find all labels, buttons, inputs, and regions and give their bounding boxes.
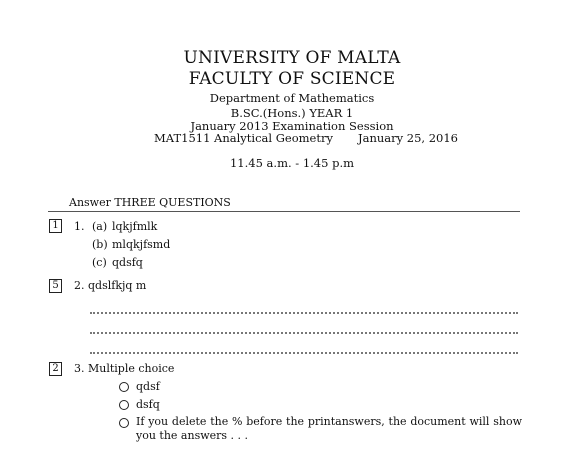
answer-line-1[interactable] [90,300,518,314]
part-label-q1b: (b) [92,238,108,251]
course-title: MAT1511 Analytical Geometry [154,131,333,145]
part-text-q1c: qdsfq [112,256,143,269]
question-number-q3: 3. [74,362,85,375]
part-label-q1c: (c) [92,256,107,269]
answer-line-3[interactable] [90,340,518,354]
choice-text-2: dsfq [136,398,160,411]
part-text-q1a: lqkjfmlk [112,220,158,233]
part-label-q1a: (a) [92,220,108,233]
question-number-q2: 2. [74,279,85,292]
choice-radio-2[interactable] [119,400,129,410]
choice-radio-3[interactable] [119,418,129,428]
choice-text-1: qdsf [136,380,160,393]
marks-box-q1: 1 [49,219,62,233]
university-name: UNIVERSITY OF MALTA [183,48,401,68]
choice-text-3: If you delete the % before the printanswers, the document will show you the answers . . . [136,415,522,442]
choice-radio-1[interactable] [119,382,129,392]
question-text-q2: qdslfkjq m [88,279,147,292]
course-line [154,131,458,145]
exam-time: 11.45 a.m. - 1.45 p.m [229,156,355,170]
header-rule [48,211,520,212]
part-text-q1b: mlqkjfsmd [112,238,171,251]
faculty-name: FACULTY OF SCIENCE [188,69,396,89]
marks-box-q3: 2 [49,362,62,376]
question-text-q3: Multiple choice [88,362,175,375]
marks-box-q2: 5 [49,279,62,293]
exam-date: January 25, 2016 [358,131,458,145]
answer-line-2[interactable] [90,320,518,334]
department-name: Department of Mathematics [209,91,375,105]
question-number-q1: 1. [74,220,85,233]
exam-session: January 2013 Examination Session [190,119,394,133]
degree-year: B.SC.(Hons.) YEAR 1 [230,106,354,120]
instructions: Answer THREE QUESTIONS [69,196,231,209]
